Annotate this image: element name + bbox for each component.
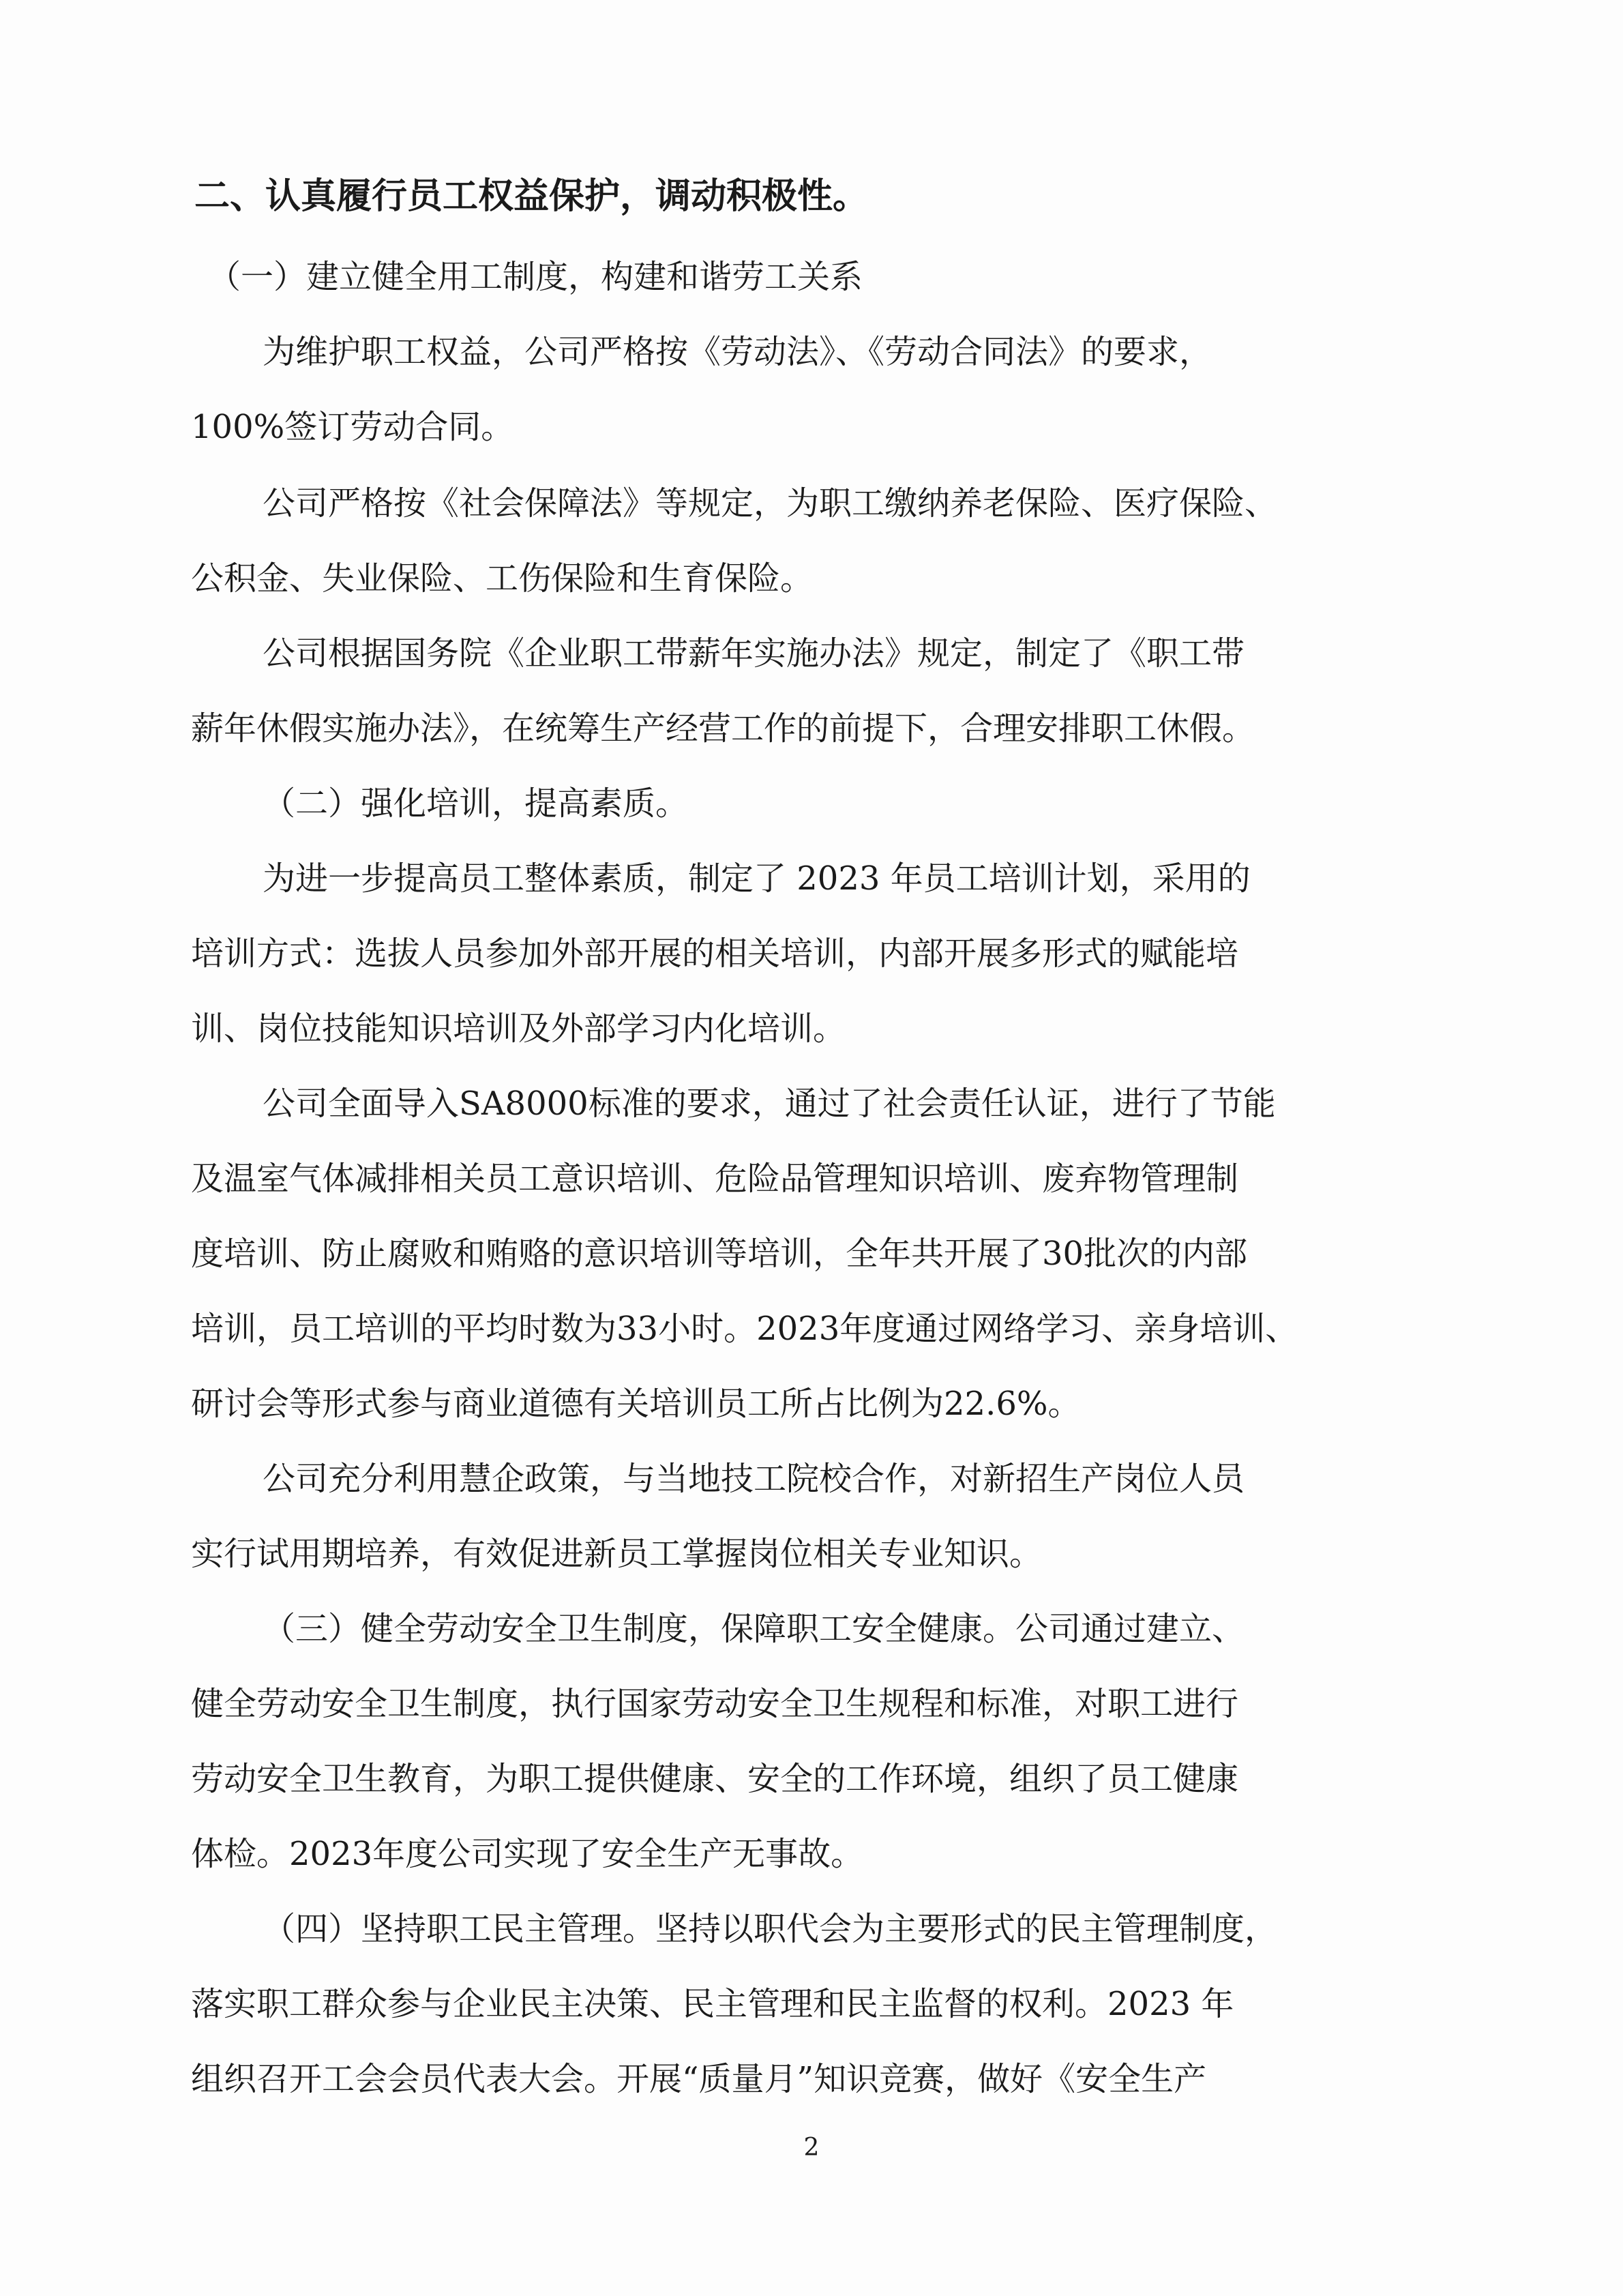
paragraph-line: 公司充分利用慧企政策，与当地技工院校合作，对新招生产岗位人员 [263,1460,1245,1498]
page-number: 2 [803,2134,820,2162]
paragraph-line: 公司根据国务院《企业职工带薪年实施办法》规定，制定了《职工带 [263,634,1245,673]
paragraph-line: 为进一步提高员工整体素质，制定了 2023 年员工培训计划，采用的 [263,859,1251,898]
paragraph-line: 及温室气体减排相关员工意识培训、危险品管理知识培训、废弃物管理制 [191,1160,1239,1198]
paragraph-line: 培训，员工培训的平均时数为33小时。2023年度通过网络学习、亲身培训、 [191,1310,1298,1348]
subheading-3: （三）健全劳动安全卫生制度，保障职工安全健康。公司通过建立、 [263,1610,1245,1648]
paragraph-line: 公司严格按《社会保障法》等规定，为职工缴纳养老保险、医疗保险、 [263,484,1278,523]
paragraph-line: 健全劳动安全卫生制度，执行国家劳动安全卫生规程和标准，对职工进行 [191,1685,1239,1723]
paragraph-line: 100%签订劳动合同。 [191,408,514,446]
paragraph-line: 度培训、防止腐败和贿赂的意识培训等培训，全年共开展了30批次的内部 [191,1235,1248,1273]
paragraph-line: 体检。2023年度公司实现了安全生产无事故。 [191,1835,864,1873]
paragraph-line: 组织召开工会会员代表大会。开展“质量月”知识竞赛，做好《安全生产 [191,2060,1207,2098]
paragraph-line: 薪年休假实施办法》，在统筹生产经营工作的前提下，合理安排职工休假。 [191,709,1255,748]
subheading-1: （一）建立健全用工制度，构建和谐劳工关系 [208,258,863,296]
paragraph-line: 劳动安全卫生教育，为职工提供健康、安全的工作环境，组织了员工健康 [191,1760,1239,1798]
paragraph-line: 研讨会等形式参与商业道德有关培训员工所占比例为22.6%。 [191,1385,1081,1423]
subheading-2: （二）强化培训，提高素质。 [263,784,689,823]
section-heading: 二、认真履行员工权益保护，调动积极性。 [194,176,869,217]
subheading-4: （四）坚持职工民主管理。坚持以职代会为主要形式的民主管理制度， [263,1910,1278,1948]
paragraph-line: 落实职工群众参与企业民主决策、民主管理和民主监督的权利。2023 年 [191,1985,1234,2023]
paragraph-line: 公司全面导入SA8000标准的要求，通过了社会责任认证，进行了节能 [263,1085,1276,1123]
paragraph-line: 公积金、失业保险、工伤保险和生育保险。 [191,559,814,598]
paragraph-line: 为维护职工权益，公司严格按《劳动法》、《劳动合同法》的要求， [263,333,1212,371]
paragraph-line: 培训方式：选拔人员参加外部开展的相关培训，内部开展多形式的赋能培 [191,934,1239,973]
paragraph-line: 实行试用期培养，有效促进新员工掌握岗位相关专业知识。 [191,1535,1043,1573]
paragraph-line: 训、岗位技能知识培训及外部学习内化培训。 [191,1010,846,1048]
